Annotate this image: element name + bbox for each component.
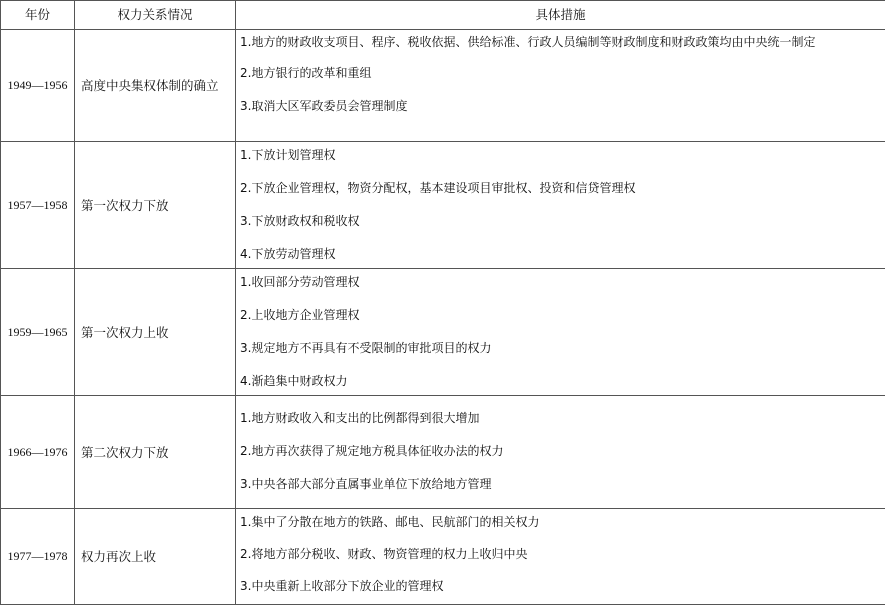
year-cell: 1959—1965 [1,269,75,396]
relation-cell: 第一次权力上收 [75,269,236,396]
measure-item: 4.下放劳动管理权 [240,247,336,261]
header-row [1,1,885,30]
header-relation: 权力关系情况 [75,1,236,30]
measure-item: 1.地方财政收入和支出的比例都得到很大增加 [240,411,480,425]
year-cell: 1957—1958 [1,142,75,269]
measure-item: 3.中央重新上收部分下放企业的管理权 [240,579,444,593]
table-body [1,30,885,605]
measure-item: 2.上收地方企业管理权 [240,308,360,322]
measure-item: 1.下放计划管理权 [240,148,336,162]
measure-item: 2.下放企业管理权，物资分配权，基本建设项目审批权、投资和信贷管理权 [240,181,636,195]
measures-cell [236,509,885,605]
measure-item: 3.下放财政权和税收权 [240,214,360,228]
table-row [1,509,885,605]
measure-item: 3.中央各部大部分直属事业单位下放给地方管理 [240,477,492,491]
measures-cell [236,142,885,269]
measure-item: 2.地方银行的改革和重组 [240,66,372,80]
table-header [1,1,885,30]
year-cell: 1966—1976 [1,396,75,509]
table-row [1,269,885,396]
measure-item: 1.地方的财政收支项目、程序、税收依据、供给标准、行政人员编制等财政制度和财政政策均由中央统一制定 [240,35,816,49]
measure-item: 4.渐趋集中财政权力 [240,374,348,388]
measures-cell [236,396,885,509]
relation-cell: 权力再次上收 [75,509,236,605]
measure-item: 2.地方再次获得了规定地方税具体征收办法的权力 [240,444,504,458]
relation-cell: 高度中央集权体制的确立 [75,30,236,142]
measure-item: 2.将地方部分税收、财政、物资管理的权力上收归中央 [240,547,528,561]
measures-cell [236,30,885,142]
relation-cell: 第一次权力下放 [75,142,236,269]
measures-cell [236,269,885,396]
table-row [1,30,885,142]
table-row [1,142,885,269]
header-year: 年份 [1,1,75,30]
measure-item: 1.集中了分散在地方的铁路、邮电、民航部门的相关权力 [240,515,540,529]
measure-item: 3.取消大区军政委员会管理制度 [240,99,408,113]
measure-item: 3.规定地方不再具有不受限制的审批项目的权力 [240,341,492,355]
measure-item: 1.收回部分劳动管理权 [240,275,360,289]
relation-cell: 第二次权力下放 [75,396,236,509]
year-cell: 1977—1978 [1,509,75,605]
header-measures: 具体措施 [236,1,885,30]
table-row [1,396,885,509]
year-cell: 1949—1956 [1,30,75,142]
